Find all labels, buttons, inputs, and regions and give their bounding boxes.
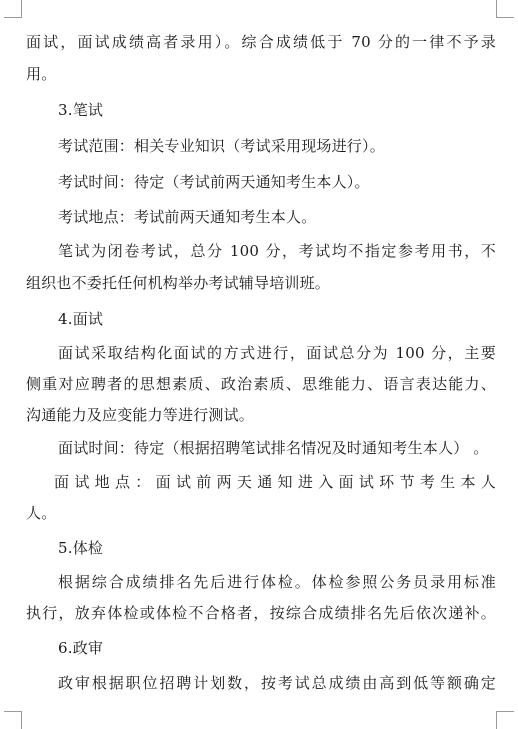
paragraph-line: 面试，面试成绩高者录用）。综合成绩低于 70 分的一律不予录 bbox=[26, 33, 496, 51]
crop-mark-bottom-left-h bbox=[4, 711, 22, 712]
crop-mark-top-left-h bbox=[4, 17, 22, 18]
paragraph-line: 用。 bbox=[26, 65, 57, 83]
crop-mark-top-left-v bbox=[21, 0, 22, 18]
paragraph-line: 考试时间：待定（考试前两天通知考生本人）。 bbox=[58, 173, 370, 191]
section-heading: 4.面试 bbox=[58, 310, 104, 328]
paragraph-line: 面试时间：待定（根据招聘笔试排名情况及时通知考生本人） 。 bbox=[58, 439, 489, 457]
paragraph-line: 政审根据职位招聘计划数，按考试总成绩由高到低等额确定 bbox=[58, 674, 496, 692]
paragraph-line: 执行，放弃体检或体检不合格者，按综合成绩排名先后依次递补。 bbox=[26, 604, 496, 622]
paragraph-line: 考试范围：相关专业知识（考试采用现场进行）。 bbox=[58, 137, 385, 155]
crop-mark-bottom-left-v bbox=[21, 711, 22, 729]
paragraph-line: 考试地点：考试前两天通知考生本人。 bbox=[58, 208, 317, 226]
paragraph-line: 沟通能力及应变能力等进行测试。 bbox=[26, 406, 255, 424]
paragraph-line: 组织也不委托任何机构举办考试辅导培训班。 bbox=[26, 274, 331, 292]
section-heading: 6.政审 bbox=[58, 639, 104, 657]
paragraph-line: 人。 bbox=[26, 504, 57, 522]
paragraph-line: 面试地点：面试前两天通知进入面试环节考生本人 bbox=[54, 473, 496, 491]
paragraph-line: 笔试为闭卷考试，总分 100 分，考试均不指定参考用书，不 bbox=[58, 242, 496, 260]
crop-mark-top-right-v bbox=[496, 0, 497, 18]
section-heading: 5.体检 bbox=[58, 539, 104, 557]
crop-mark-bottom-right-h bbox=[496, 711, 514, 712]
section-heading: 3.笔试 bbox=[58, 101, 104, 119]
paragraph-line: 侧重对应聘者的思想素质、政治素质、思维能力、语言表达能力、 bbox=[26, 375, 496, 393]
paragraph-line: 根据综合成绩排名先后进行体检。体检参照公务员录用标准 bbox=[58, 573, 496, 591]
paragraph-line: 面试采取结构化面试的方式进行，面试总分为 100 分，主要 bbox=[58, 344, 496, 362]
crop-mark-bottom-right-v bbox=[496, 711, 497, 729]
crop-mark-top-right-h bbox=[496, 17, 514, 18]
